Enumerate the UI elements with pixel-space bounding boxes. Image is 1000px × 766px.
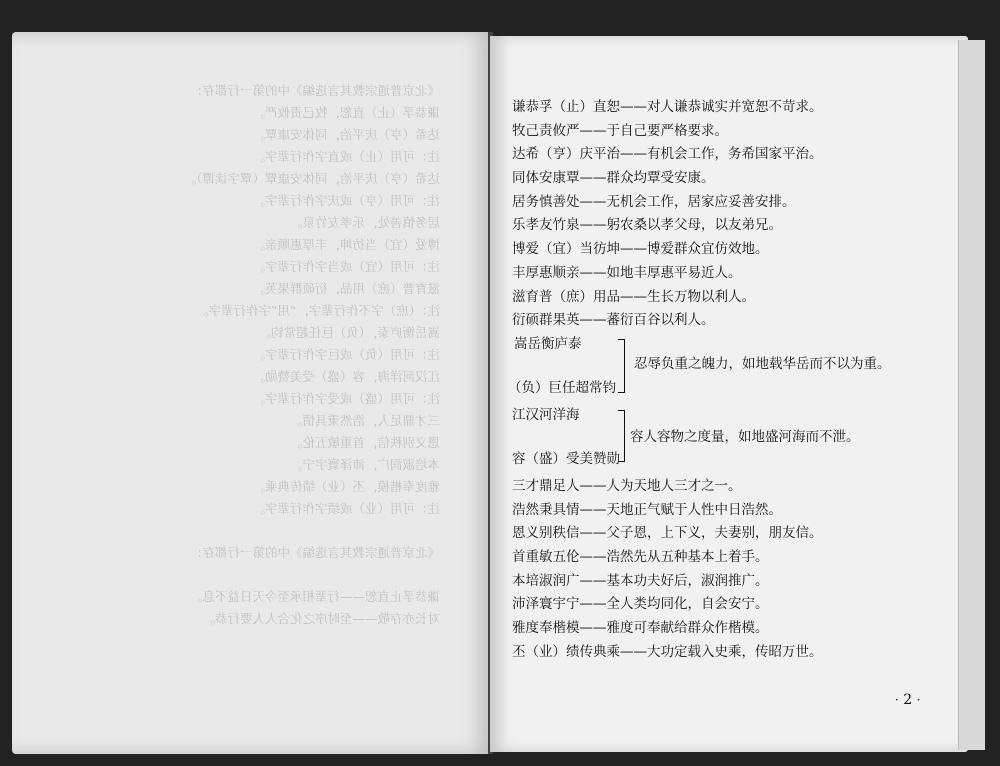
group-description: 容人容物之度量，如地盛河海而不泄。 — [630, 428, 860, 445]
text-line: 滋育普（庶）用品——生长万物以利人。 — [512, 288, 755, 305]
text-line: 三才鼎足人——人为天地人三才之一。 — [512, 477, 742, 494]
page-number: · 2 · — [895, 692, 921, 708]
text-line: 同体安康覃——群众均覃受安康。 — [512, 170, 715, 187]
group-line: 嵩岳衡庐泰 — [514, 335, 582, 352]
bleed-line: 本培淑润广，沛泽寰宇宁。 — [289, 457, 440, 472]
text-line: 本培淑润广——基本功夫好后，淑润推广。 — [512, 572, 769, 589]
bleed-line: 《北京普通宗教其言选编》中的第一行都存： — [189, 83, 440, 98]
text-line: 沛泽寰宇宁——全人类均同化，自会安宁。 — [512, 596, 769, 613]
page-number-value: 2 — [903, 692, 913, 708]
bleed-line: 谦恭孚（止）直恕，牧己责攸严。 — [252, 105, 440, 120]
bleed-line: 对长亦存敬——至时序之化合人人要行恭。 — [202, 611, 440, 626]
bracket-group-2 — [512, 404, 942, 475]
bleed-line: 达希（亨）庆平治，同体安康覃（覃字读谭）。 — [183, 171, 440, 186]
bleed-line: 博爱（宜）当彷坤，丰厚惠顺亲。 — [252, 237, 440, 252]
bleed-line: 三才鼎足人，浩然秉具情。 — [289, 413, 440, 428]
text-line: 达希（亨）庆平治——有机会工作，务希国家平治。 — [512, 146, 823, 163]
bleed-line: 注：可用（止）或直字作行辈字。 — [252, 149, 440, 164]
bleed-line — [60, 518, 440, 540]
text-line: 恩义别秩信——父子恩，上下义，夫妻别，朋友信。 — [512, 525, 823, 542]
bleed-line: 谦恭孚止直恕——行辈相承至今天日益不息。 — [189, 589, 440, 604]
brace-line — [618, 410, 625, 462]
text-line: 浩然秉具情——天地正气赋于人性中日浩然。 — [512, 501, 782, 518]
bleed-line: 达希（亨）庆平治，同体安康覃。 — [252, 127, 440, 142]
text-line: 乐孝友竹泉——躬农桑以孝父母，以友弟兄。 — [512, 217, 782, 234]
bleed-line: 注：可用（负）或巨字作行辈字。 — [252, 347, 440, 362]
text-line: 首重敏五伦——浩然先从五种基本上着手。 — [512, 548, 769, 565]
bleed-line: 居务慎善处，乐孝友竹泉。 — [289, 215, 440, 230]
group-line: 容（盛）受美赞勋 — [512, 450, 620, 467]
bleed-line — [60, 562, 440, 584]
text-line: 博爱（宜）当彷坤——博爱群众宜仿效地。 — [512, 241, 769, 258]
text-line: 雅度奉楷模——雅度可奉献给群众作楷模。 — [512, 620, 769, 636]
text-line: 丕（业）绩传典乘——大功定载入史乘，传昭万世。 — [512, 643, 823, 660]
bleed-line: 滋育普（庶）用品，衍硕群果英。 — [252, 281, 440, 296]
group-description: 忍辱负重之魄力，如地载华岳而不以为重。 — [634, 355, 891, 372]
bleed-line: 注：可用（亨）或庆字作行辈字。 — [252, 193, 440, 208]
bleed-line: 恩义别秩信，首重敏五伦。 — [289, 435, 440, 450]
text-line: 牧己责攸严——于自己要严格要求。 — [512, 122, 728, 139]
right-page-content — [508, 96, 942, 664]
text-line: 谦恭孚（止）直恕——对人谦恭诚实并宽恕不苛求。 — [512, 99, 823, 115]
bleed-line: 注：（庶）字不作行辈字，“用”字作行辈字。 — [195, 303, 440, 318]
bleed-line: 《北京普通宗教其言选编》中的第一行都存： — [189, 545, 440, 560]
brace-line — [618, 339, 625, 393]
bleed-line: 嵩岳衡庐泰，（负）巨任超常钧。 — [258, 325, 440, 340]
text-line: 衍硕群果英——蕃衍百谷以利人。 — [512, 312, 715, 329]
bleed-line: 雅度奉楷模，丕（业）绩传典乘。 — [252, 479, 440, 494]
group-line: 江汉河洋海 — [512, 406, 580, 423]
left-page-bleed-through-text — [60, 78, 440, 628]
text-line: 丰厚惠顺亲——如地丰厚惠平易近人。 — [512, 264, 742, 281]
bleed-line: 注：可用（宜）或当字作行辈字。 — [252, 259, 440, 274]
bleed-line: 注：可用（业）或绩字作行辈字。 — [252, 501, 440, 516]
page-stack-edge — [958, 40, 985, 750]
group-line: （负）巨任超常钧 — [508, 379, 616, 396]
bleed-line: 注：可用（盛）或受字作行辈字。 — [252, 391, 440, 406]
bleed-line: 江汉河洋海，容（盛）受美赞勋。 — [252, 369, 440, 384]
bracket-group-1 — [508, 333, 942, 404]
text-line: 居务慎善处——无机会工作，居家应妥善安排。 — [512, 193, 796, 210]
